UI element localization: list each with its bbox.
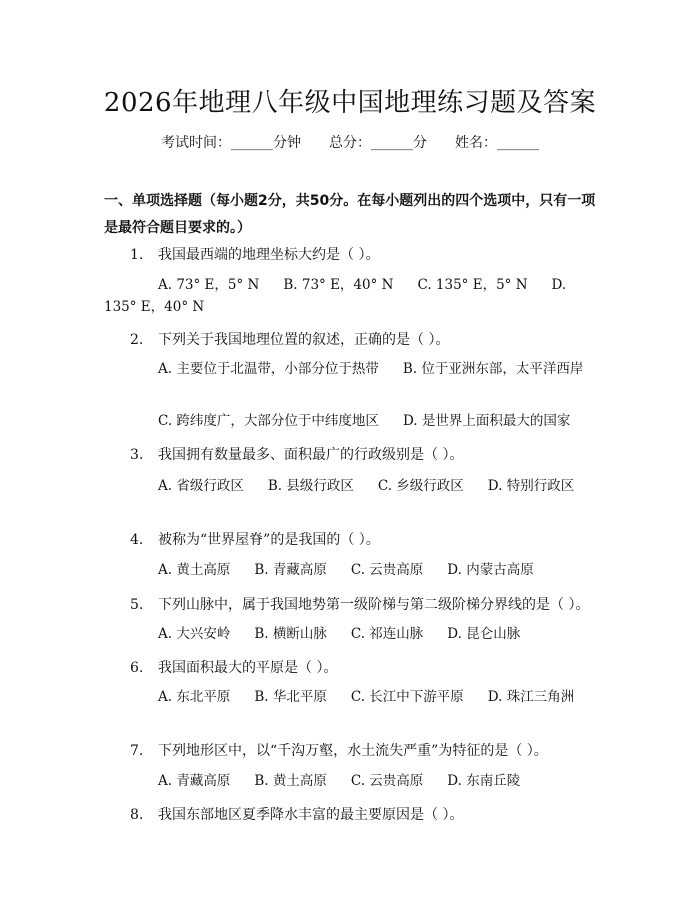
question-text: 我国最西端的地理坐标大约是（ ）。: [158, 247, 380, 263]
option-d: D. 珠江三角洲: [487, 689, 575, 705]
question-3-options: [104, 475, 596, 497]
question-7-options: [104, 770, 596, 792]
option-c: C. 祁连山脉: [350, 626, 424, 642]
question-2-options-row-2: [104, 410, 596, 432]
total-score-field: 总分：______分: [329, 135, 427, 151]
option-b: B. 县级行政区: [267, 478, 354, 494]
option-d: D. 东南丘陵: [447, 773, 521, 789]
question-5-options: [104, 623, 596, 645]
question-7: [130, 740, 548, 760]
question-5: [130, 594, 589, 614]
option-c: C. 135° E，5° N: [417, 277, 528, 293]
question-4: [130, 529, 380, 549]
exam-time-field: 考试时间：______分钟: [161, 135, 301, 151]
question-number: 5.: [130, 597, 144, 613]
option-c: C. 跨纬度广，大部分位于中纬度地区: [158, 413, 379, 429]
option-b: B. 华北平原: [254, 689, 327, 705]
question-number: 6.: [130, 660, 144, 676]
question-6-options: [104, 686, 596, 708]
question-1: [130, 244, 379, 264]
option-c: C. 乡级行政区: [377, 478, 464, 494]
option-d: D. 昆仑山脉: [447, 626, 521, 642]
page-title: 2026年地理八年级中国地理练习题及答案: [103, 88, 597, 118]
option-b: B. 黄土高原: [254, 773, 327, 789]
question-text: 我国面积最大的平原是（ ）。: [158, 660, 338, 676]
question-1-options: [104, 274, 596, 318]
option-d: D. 135° E，40° N: [104, 277, 567, 315]
option-c: C. 云贵高原: [350, 562, 424, 578]
option-a: A. 主要位于北温带，小部分位于热带: [158, 361, 379, 377]
option-a: A. 省级行政区: [158, 478, 244, 494]
question-text: 下列关于我国地理位置的叙述，正确的是（ ）。: [158, 332, 450, 348]
section-heading: 一、单项选择题（每小题2分，共50分。在每小题列出的四个选项中，只有一项是最符合题目要求的。）: [104, 193, 596, 236]
option-c: C. 云贵高原: [350, 773, 424, 789]
option-a: A. 大兴安岭: [158, 626, 231, 642]
exam-meta: [0, 132, 700, 152]
question-text: 我国拥有数量最多、面积最广的行政级别是（ ）。: [158, 447, 464, 463]
question-number: 1.: [130, 247, 144, 263]
option-a: A. 73° E，5° N: [158, 277, 260, 293]
option-a: A. 青藏高原: [158, 773, 231, 789]
option-b: B. 位于亚洲东部，太平洋西岸: [402, 361, 584, 377]
question-6: [130, 657, 337, 677]
option-d: D. 是世界上面积最大的国家: [402, 413, 571, 429]
option-d: D. 内蒙古高原: [447, 562, 534, 578]
option-c: C. 长江中下游平原: [350, 689, 464, 705]
option-a: A. 黄土高原: [158, 562, 231, 578]
question-text: 下列地形区中，以“千沟万壑，水土流失严重”为特征的是（ ）。: [158, 743, 548, 759]
option-d: D. 特别行政区: [487, 478, 575, 494]
question-number: 3.: [130, 447, 144, 463]
question-number: 7.: [130, 743, 144, 759]
question-number: 8.: [130, 807, 144, 823]
option-b: B. 73° E，40° N: [283, 277, 394, 293]
question-number: 4.: [130, 532, 144, 548]
question-4-options: [104, 559, 596, 581]
option-a: A. 东北平原: [158, 689, 231, 705]
question-number: 2.: [130, 332, 144, 348]
question-8: [130, 804, 463, 824]
option-b: B. 青藏高原: [254, 562, 327, 578]
question-text: 被称为“世界屋脊”的是我国的（ ）。: [158, 532, 380, 548]
question-2: [130, 329, 449, 349]
option-b: B. 横断山脉: [254, 626, 327, 642]
question-2-options-row-1: [104, 358, 596, 380]
question-3: [130, 444, 463, 464]
student-name-field: 姓名：______: [455, 135, 539, 151]
question-text: 我国东部地区夏季降水丰富的最主要原因是（ ）。: [158, 807, 464, 823]
question-text: 下列山脉中，属于我国地势第一级阶梯与第二级阶梯分界线的是（ ）。: [158, 597, 590, 613]
